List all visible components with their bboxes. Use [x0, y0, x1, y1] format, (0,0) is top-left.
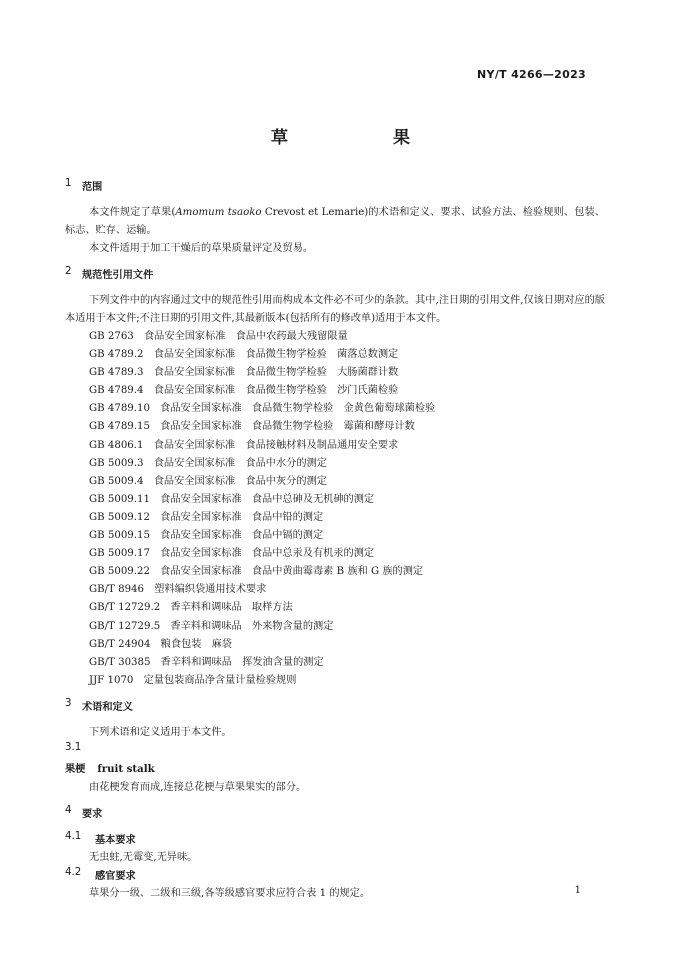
reference-item: GB 5009.22 食品安全国家标准 食品中黄曲霉毒素 B 族和 G 族的测定	[89, 566, 424, 578]
reference-item: GB 4789.2 食品安全国家标准 食品微生物学检验 菌落总数测定	[89, 349, 399, 361]
reference-item: GB 4789.4 食品安全国家标准 食品微生物学检验 沙门氏菌检验	[89, 385, 399, 397]
section-1-heading	[65, 178, 605, 196]
section-2-heading	[65, 266, 605, 284]
scope-paragraph-2: 本文件适用于加工干燥后的草果质量评定及贸易。	[89, 243, 314, 254]
term-chinese: 果梗	[65, 763, 86, 775]
reference-item: GB 5009.15 食品安全国家标准 食品中镉的测定	[89, 530, 324, 542]
section-title: 要求	[82, 808, 103, 820]
standard-code: NY/T 4266—2023	[477, 68, 586, 81]
reference-item: GB 5009.17 食品安全国家标准 食品中总汞及有机汞的测定	[89, 548, 375, 560]
reference-item: GB 5009.3 食品安全国家标准 食品中水分的测定	[89, 457, 327, 469]
section-4-heading	[65, 805, 605, 823]
references-intro: 下列文件中的内容通过文中的规范性引用而构成本文件必不可少的条款。其中,注日期的引用文件,仅该日期对应的版本适用于本文件;不注日期的引用文件,其最新版本(包括所有的修改单)适用于本文件。	[65, 295, 605, 324]
reference-item: GB 4789.15 食品安全国家标准 食品微生物学检验 霉菌和酵母计数	[89, 421, 415, 433]
basic-requirements-text: 无虫蛀,无霉变,无异味。	[89, 851, 198, 863]
reference-item: GB 2763 食品安全国家标准 食品中农药最大残留限量	[89, 331, 348, 342]
section-number: 1	[65, 178, 72, 189]
reference-list	[65, 328, 605, 690]
term-number: 3.1	[65, 741, 82, 753]
reference-item: GB 4789.10 食品安全国家标准 食品微生物学检验 金黄色葡萄球菌检验	[89, 403, 436, 415]
reference-item: GB/T 30385 香辛料和调味品 挥发油含量的测定	[89, 656, 324, 668]
section-title: 术语和定义	[82, 701, 133, 713]
terms-intro: 下列术语和定义适用于本文件。	[89, 726, 232, 738]
section-number: 2	[65, 266, 72, 277]
reference-item: JJF 1070 定量包装商品净含量计量检验规则	[89, 674, 297, 686]
reference-item: GB 4789.3 食品安全国家标准 食品微生物学检验 大肠菌群计数	[89, 367, 399, 379]
reference-item: GB/T 12729.5 香辛料和调味品 外来物含量的测定	[89, 620, 334, 632]
subsection-4-1-heading: 4.1 基本要求	[65, 830, 136, 846]
term-english: fruit stalk	[97, 762, 155, 775]
term-entry	[65, 760, 605, 779]
section-number: 4	[65, 804, 72, 816]
page-number: 1	[574, 885, 581, 896]
subsection-4-2-heading: 4.2 感官要求	[65, 866, 136, 882]
reference-item: GB/T 24904 粮食包装 麻袋	[89, 638, 232, 650]
term-definition: 由花梗发育而成,连接总花梗与草果果实的部分。	[89, 781, 307, 793]
section-3-heading	[65, 698, 605, 716]
reference-item: GB/T 8946 塑料编织袋通用技术要求	[89, 584, 267, 596]
reference-item: GB 5009.4 食品安全国家标准 食品中灰分的测定	[89, 475, 327, 487]
scope-paragraph-1: 本文件规定了草果(Amomum tsaoko Crevost et Lemarie)的术语和定义、要求、试验方法、检验规则、包装、标志、贮存、运输。	[65, 207, 605, 236]
reference-item: GB 4806.1 食品安全国家标准 食品接触材料及制品通用安全要求	[89, 439, 399, 451]
latin-name: Amomum tsaoko	[175, 207, 262, 218]
sensory-requirements-text: 草果分一级、二级和三级,各等级感官要求应符合表 1 的规定。	[89, 887, 371, 899]
section-title: 规范性引用文件	[82, 270, 154, 281]
section-number: 3	[65, 697, 72, 709]
reference-item: GB 5009.11 食品安全国家标准 食品中总砷及无机砷的测定	[89, 493, 375, 505]
page-title: 草 果	[271, 128, 454, 148]
reference-item: GB 5009.12 食品安全国家标准 食品中铅的测定	[89, 511, 324, 523]
reference-item: GB/T 12729.2 香辛料和调味品 取样方法	[89, 602, 293, 614]
document-body	[65, 178, 605, 903]
section-title: 范围	[82, 182, 103, 193]
